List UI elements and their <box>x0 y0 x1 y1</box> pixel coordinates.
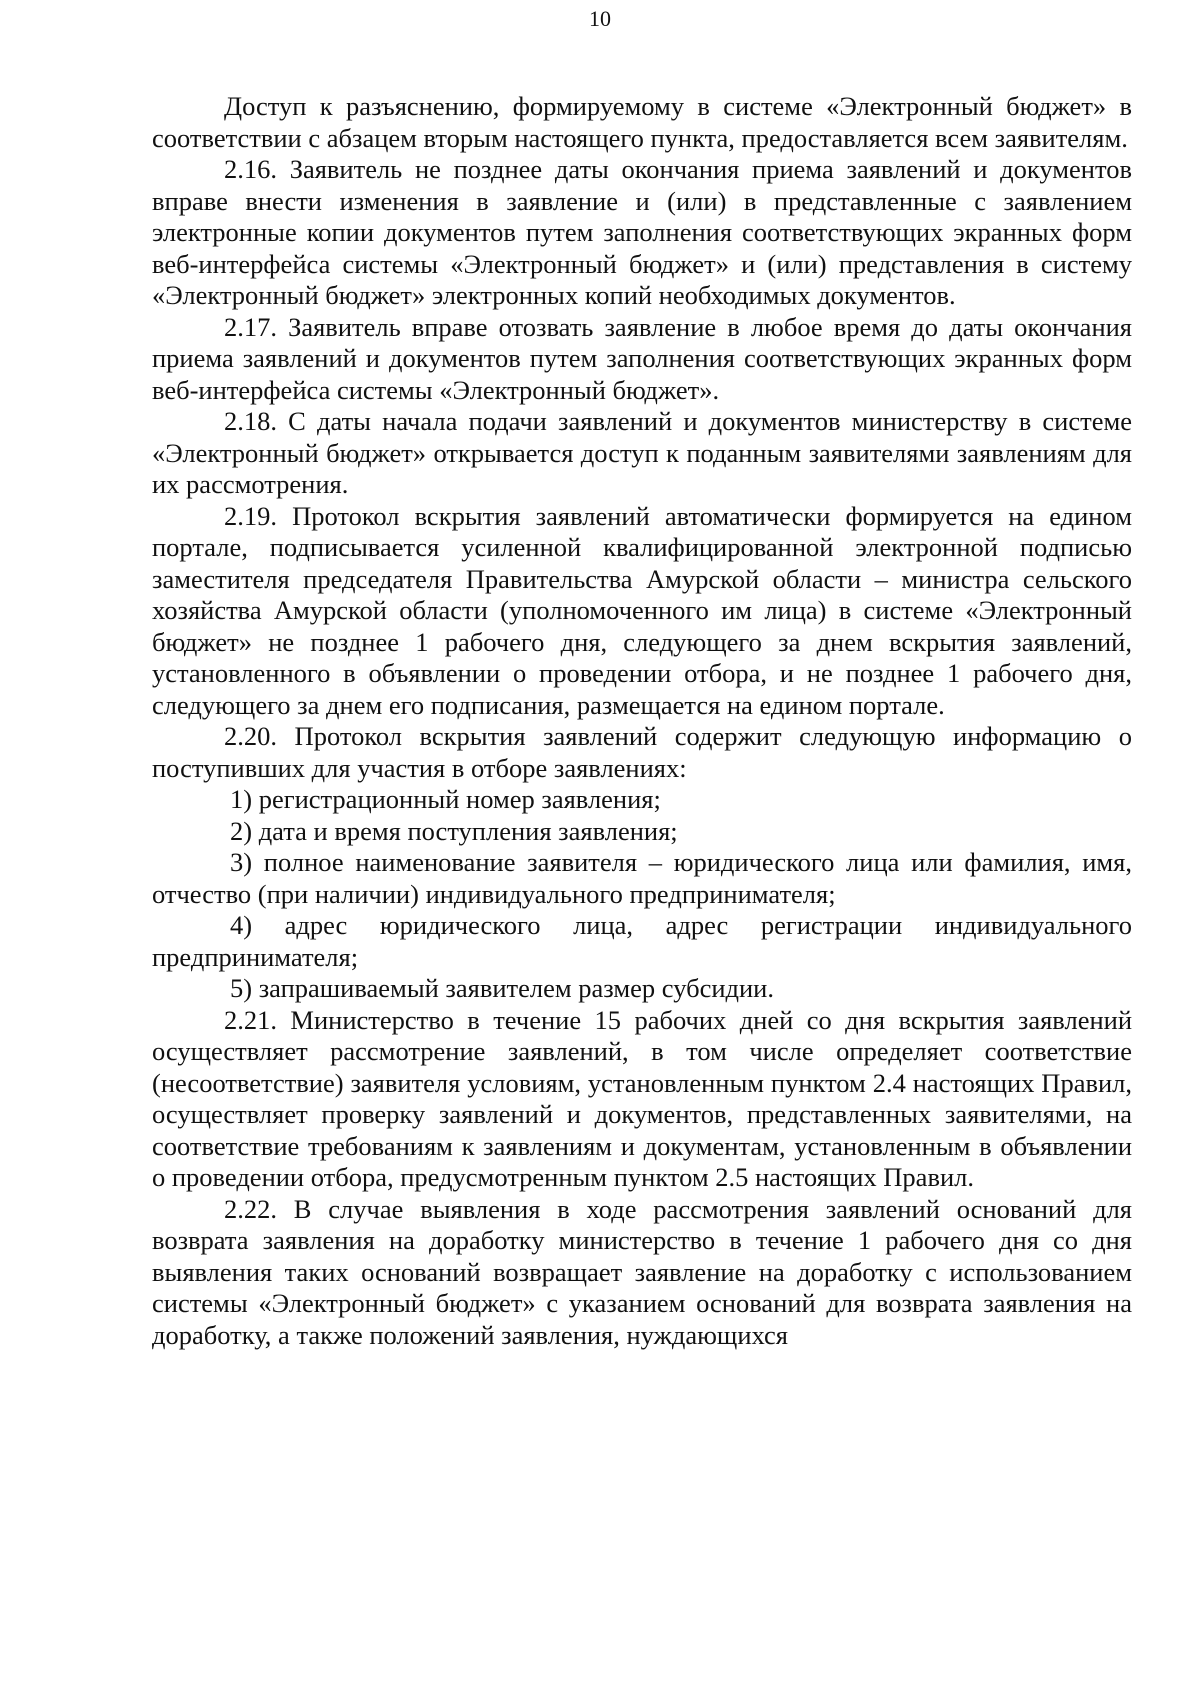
document-body <box>152 91 1132 1351</box>
paragraph-2-16: 2.16. Заявитель не позднее даты окончания приема заявлений и документов вправе внести изменения в заявление и (или) в представленные с заявлением электронные копии документов путем заполнения соответствующих экранных форм веб-интерфейса системы «Электронный бюджет» и (или) представления в систему «Электронный бюджет» электронных копий необходимых документов. <box>152 154 1132 310</box>
list-item: 1) регистрационный номер заявления; <box>230 784 661 814</box>
page-number: 10 <box>589 6 611 31</box>
paragraph-2-20: 2.20. Протокол вскрытия заявлений содержит следующую информацию о поступивших для участия в отборе заявлениях: <box>152 721 1132 783</box>
list-item: 4) адрес юридического лица, адрес регистрации индивидуального предпринимателя; <box>152 910 1132 972</box>
paragraph-2-17: 2.17. Заявитель вправе отозвать заявление в любое время до даты окончания приема заявлений и документов путем заполнения соответствующих экранных форм веб-интерфейса системы «Электронный бюджет». <box>152 311 1132 405</box>
list-item: 5) запрашиваемый заявителем размер субсидии. <box>230 973 774 1003</box>
list-item: 3) полное наименование заявителя – юридического лица или фамилия, имя, отчество (при наличии) индивидуального предпринимателя; <box>152 847 1132 909</box>
paragraph-access-clarification: Доступ к разъяснению, формируемому в системе «Электронный бюджет» в соответствии с абзацем вторым настоящего пункта, предоставляется всем заявителям. <box>152 91 1132 153</box>
paragraph-2-19: 2.19. Протокол вскрытия заявлений автоматически формируется на едином портале, подписывается усиленной квалифицированной электронной подписью заместителя председателя Правительства Амурской области – министра сельского хозяйства Амурской области (уполномоченного им лица) в системе «Электронный бюджет» не позднее 1 рабочего дня, следующего за днем вскрытия заявлений, установленного в объявлении о проведении отбора, и не позднее 1 рабочего дня, следующего за днем его подписания, размещается на едином портале. <box>152 500 1132 720</box>
paragraph-2-22: 2.22. В случае выявления в ходе рассмотрения заявлений оснований для возврата заявления на доработку министерство в течение 1 рабочего дня со дня выявления таких оснований возвращает заявление на доработку с использованием системы «Электронный бюджет» с указанием оснований для возврата заявления на доработку, а также положений заявления, нуждающихся <box>152 1193 1132 1350</box>
paragraph-2-18: 2.18. С даты начала подачи заявлений и документов министерству в системе «Электронный бюджет» открывается доступ к поданным заявителями заявлениям для их рассмотрения. <box>152 406 1132 499</box>
paragraph-2-21: 2.21. Министерство в течение 15 рабочих дней со дня вскрытия заявлений осуществляет рассмотрение заявлений, в том числе определяет соответствие (несоответствие) заявителя условиям, установленным пунктом 2.4 настоящих Правил, осуществляет проверку заявлений и документов, представленных заявителями, на соответствие требованиям к заявлениям и документам, установленным в объявлении о проведении отбора, предусмотренным пунктом 2.5 настоящих Правил. <box>152 1004 1132 1192</box>
list-item: 2) дата и время поступления заявления; <box>230 815 678 846</box>
